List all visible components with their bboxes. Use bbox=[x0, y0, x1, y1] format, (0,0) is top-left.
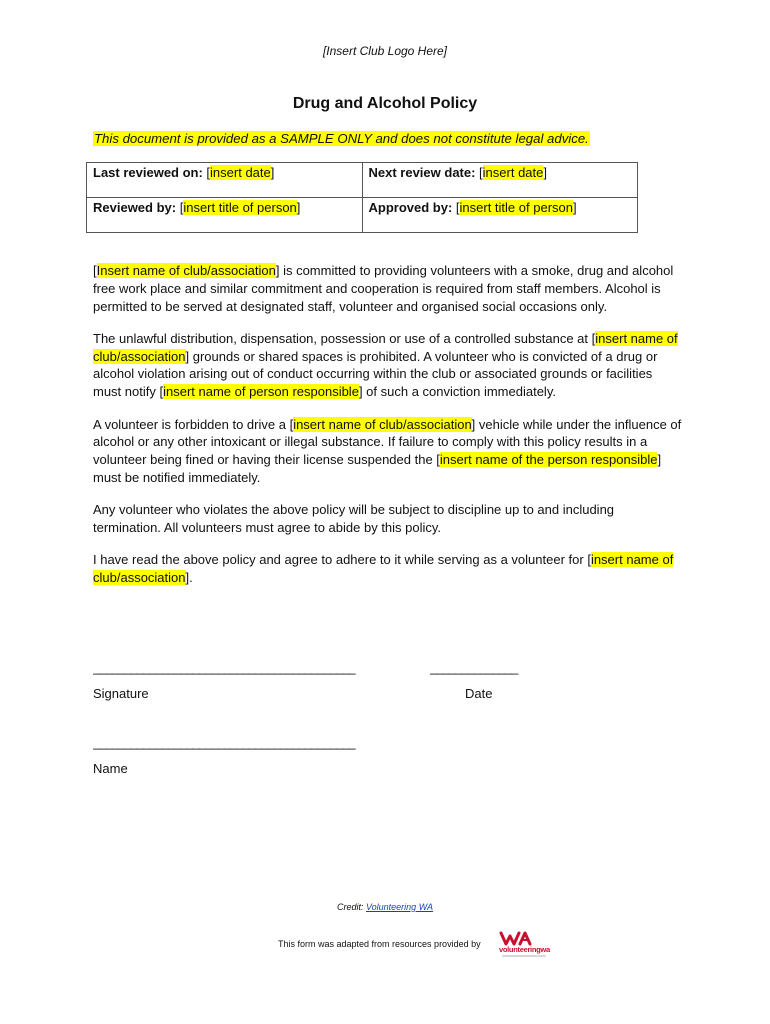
signature-label: Signature bbox=[93, 686, 149, 701]
volunteering-wa-logo-icon bbox=[498, 930, 564, 958]
date-label: Date bbox=[465, 686, 493, 701]
document-title: Drug and Alcohol Policy bbox=[292, 95, 478, 112]
club-logo-placeholder: [Insert Club Logo Here] bbox=[322, 44, 448, 58]
club-name-field[interactable]: insert name of club/association bbox=[93, 330, 678, 364]
paragraph-text: I have read the above policy and agree to adhere to it while serving as a volunteer for bbox=[93, 552, 588, 568]
approved-by-value[interactable]: insert title of person bbox=[459, 200, 573, 215]
next-review-label: Next review date: bbox=[368, 165, 476, 180]
signature-line[interactable]: __________________________________________ bbox=[93, 660, 355, 675]
last-reviewed-cell: Last reviewed on: [insert date] bbox=[87, 163, 363, 198]
paragraph-controlled-substance: The unlawful distribution, dispensation, possession or use of a controlled substance at [insert name of club/association] grounds or shared spaces is prohibited. A volunteer who is convicted of a drug or alcohol violation arising out of conduct occurring within the club or associated grounds or facilities must notify [insert name of person responsible] of such a conviction immediately. bbox=[93, 330, 678, 400]
next-review-value[interactable]: insert date bbox=[482, 165, 544, 180]
review-info-table bbox=[86, 162, 638, 233]
club-name-field[interactable]: insert name of club/association bbox=[293, 416, 472, 432]
name-label: Name bbox=[93, 761, 128, 776]
name-line[interactable]: __________________________________________ bbox=[93, 735, 355, 750]
paragraph-text: grounds or shared spaces is prohibited. A volunteer who is convicted of a drug or alcohol violation arising out of conduct occurring within the club or associated grounds or facilities must notify bbox=[93, 348, 658, 400]
paragraph-text: The unlawful distribution, dispensation, possession or use of a controlled substance at bbox=[93, 330, 592, 346]
last-reviewed-value[interactable]: insert date bbox=[210, 165, 271, 180]
next-review-cell: Next review date: [insert date] bbox=[362, 163, 638, 198]
date-line[interactable]: ______________ bbox=[430, 660, 518, 675]
paragraph-text: A volunteer is forbidden to drive a bbox=[93, 416, 290, 432]
paragraph-text: of such a conviction immediately. bbox=[362, 384, 556, 400]
paragraph-vehicle: A volunteer is forbidden to drive a [insert name of club/association] vehicle while under the influence of alcohol or any other intoxicant or illegal substance. If failure to comply with this policy results in a volunteer being fined or having their license suspended the [insert name of the person responsible] must be notified immediately. bbox=[93, 416, 682, 485]
person-responsible-field[interactable]: insert name of person responsible bbox=[163, 384, 359, 400]
credit-line bbox=[0, 902, 770, 912]
person-responsible-field[interactable]: insert name of the person responsible bbox=[439, 452, 658, 468]
paragraph-text: is committed to providing volunteers with a smoke, drug and alcohol free work place and similar commitment and cooperation is required from staff members. Alcohol is permitted to be served at designated staff, volunteer and organised social occasions only. bbox=[93, 263, 674, 314]
legal-disclaimer: This document is provided as a SAMPLE ONLY and does not constitute legal advice. bbox=[94, 131, 589, 146]
approved-by-label: Approved by: bbox=[368, 200, 453, 215]
paragraph-agreement: I have read the above policy and agree to adhere to it while serving as a volunteer for [insert name of club/association]. bbox=[93, 552, 674, 586]
paragraph-text: . bbox=[189, 570, 193, 586]
adapted-notice: This form was adapted from resources provided by bbox=[278, 939, 481, 949]
paragraph-discipline bbox=[93, 501, 683, 537]
paragraph-text: vehicle while under the influence of alcohol or any other intoxicant or illegal substance. If failure to comply with this policy results in a volunteer being fined or having their license suspended the bbox=[93, 416, 682, 468]
approved-by-cell: Approved by: [insert title of person] bbox=[362, 198, 638, 233]
club-name-field[interactable]: insert name of club/association bbox=[93, 552, 674, 586]
reviewed-by-label: Reviewed by: bbox=[93, 200, 177, 215]
club-name-field[interactable]: Insert name of club/association bbox=[96, 263, 276, 278]
svg-text:volunteeringwa: volunteeringwa bbox=[499, 945, 550, 954]
paragraph-text: must be notified immediately. bbox=[93, 469, 261, 485]
reviewed-by-value[interactable]: insert title of person bbox=[183, 200, 297, 215]
paragraph-text: Any volunteer who violates the above policy will be subject to discipline up to and including termination. All volunteers must agree to abide by this policy. bbox=[93, 502, 615, 536]
last-reviewed-label: Last reviewed on: bbox=[93, 165, 203, 180]
credit-label: Credit: bbox=[336, 902, 366, 912]
reviewed-by-cell: Reviewed by: [insert title of person] bbox=[87, 198, 363, 233]
credit-link[interactable]: Volunteering WA bbox=[365, 902, 434, 912]
paragraph-commitment: [Insert name of club/association] is committed to providing volunteers with a smoke, drug and alcohol free work place and similar commitment and cooperation is required from staff members. Alcohol is permitted to be served at designated staff, volunteer and organised social occasions only. bbox=[93, 263, 674, 314]
policy-body bbox=[93, 262, 683, 601]
